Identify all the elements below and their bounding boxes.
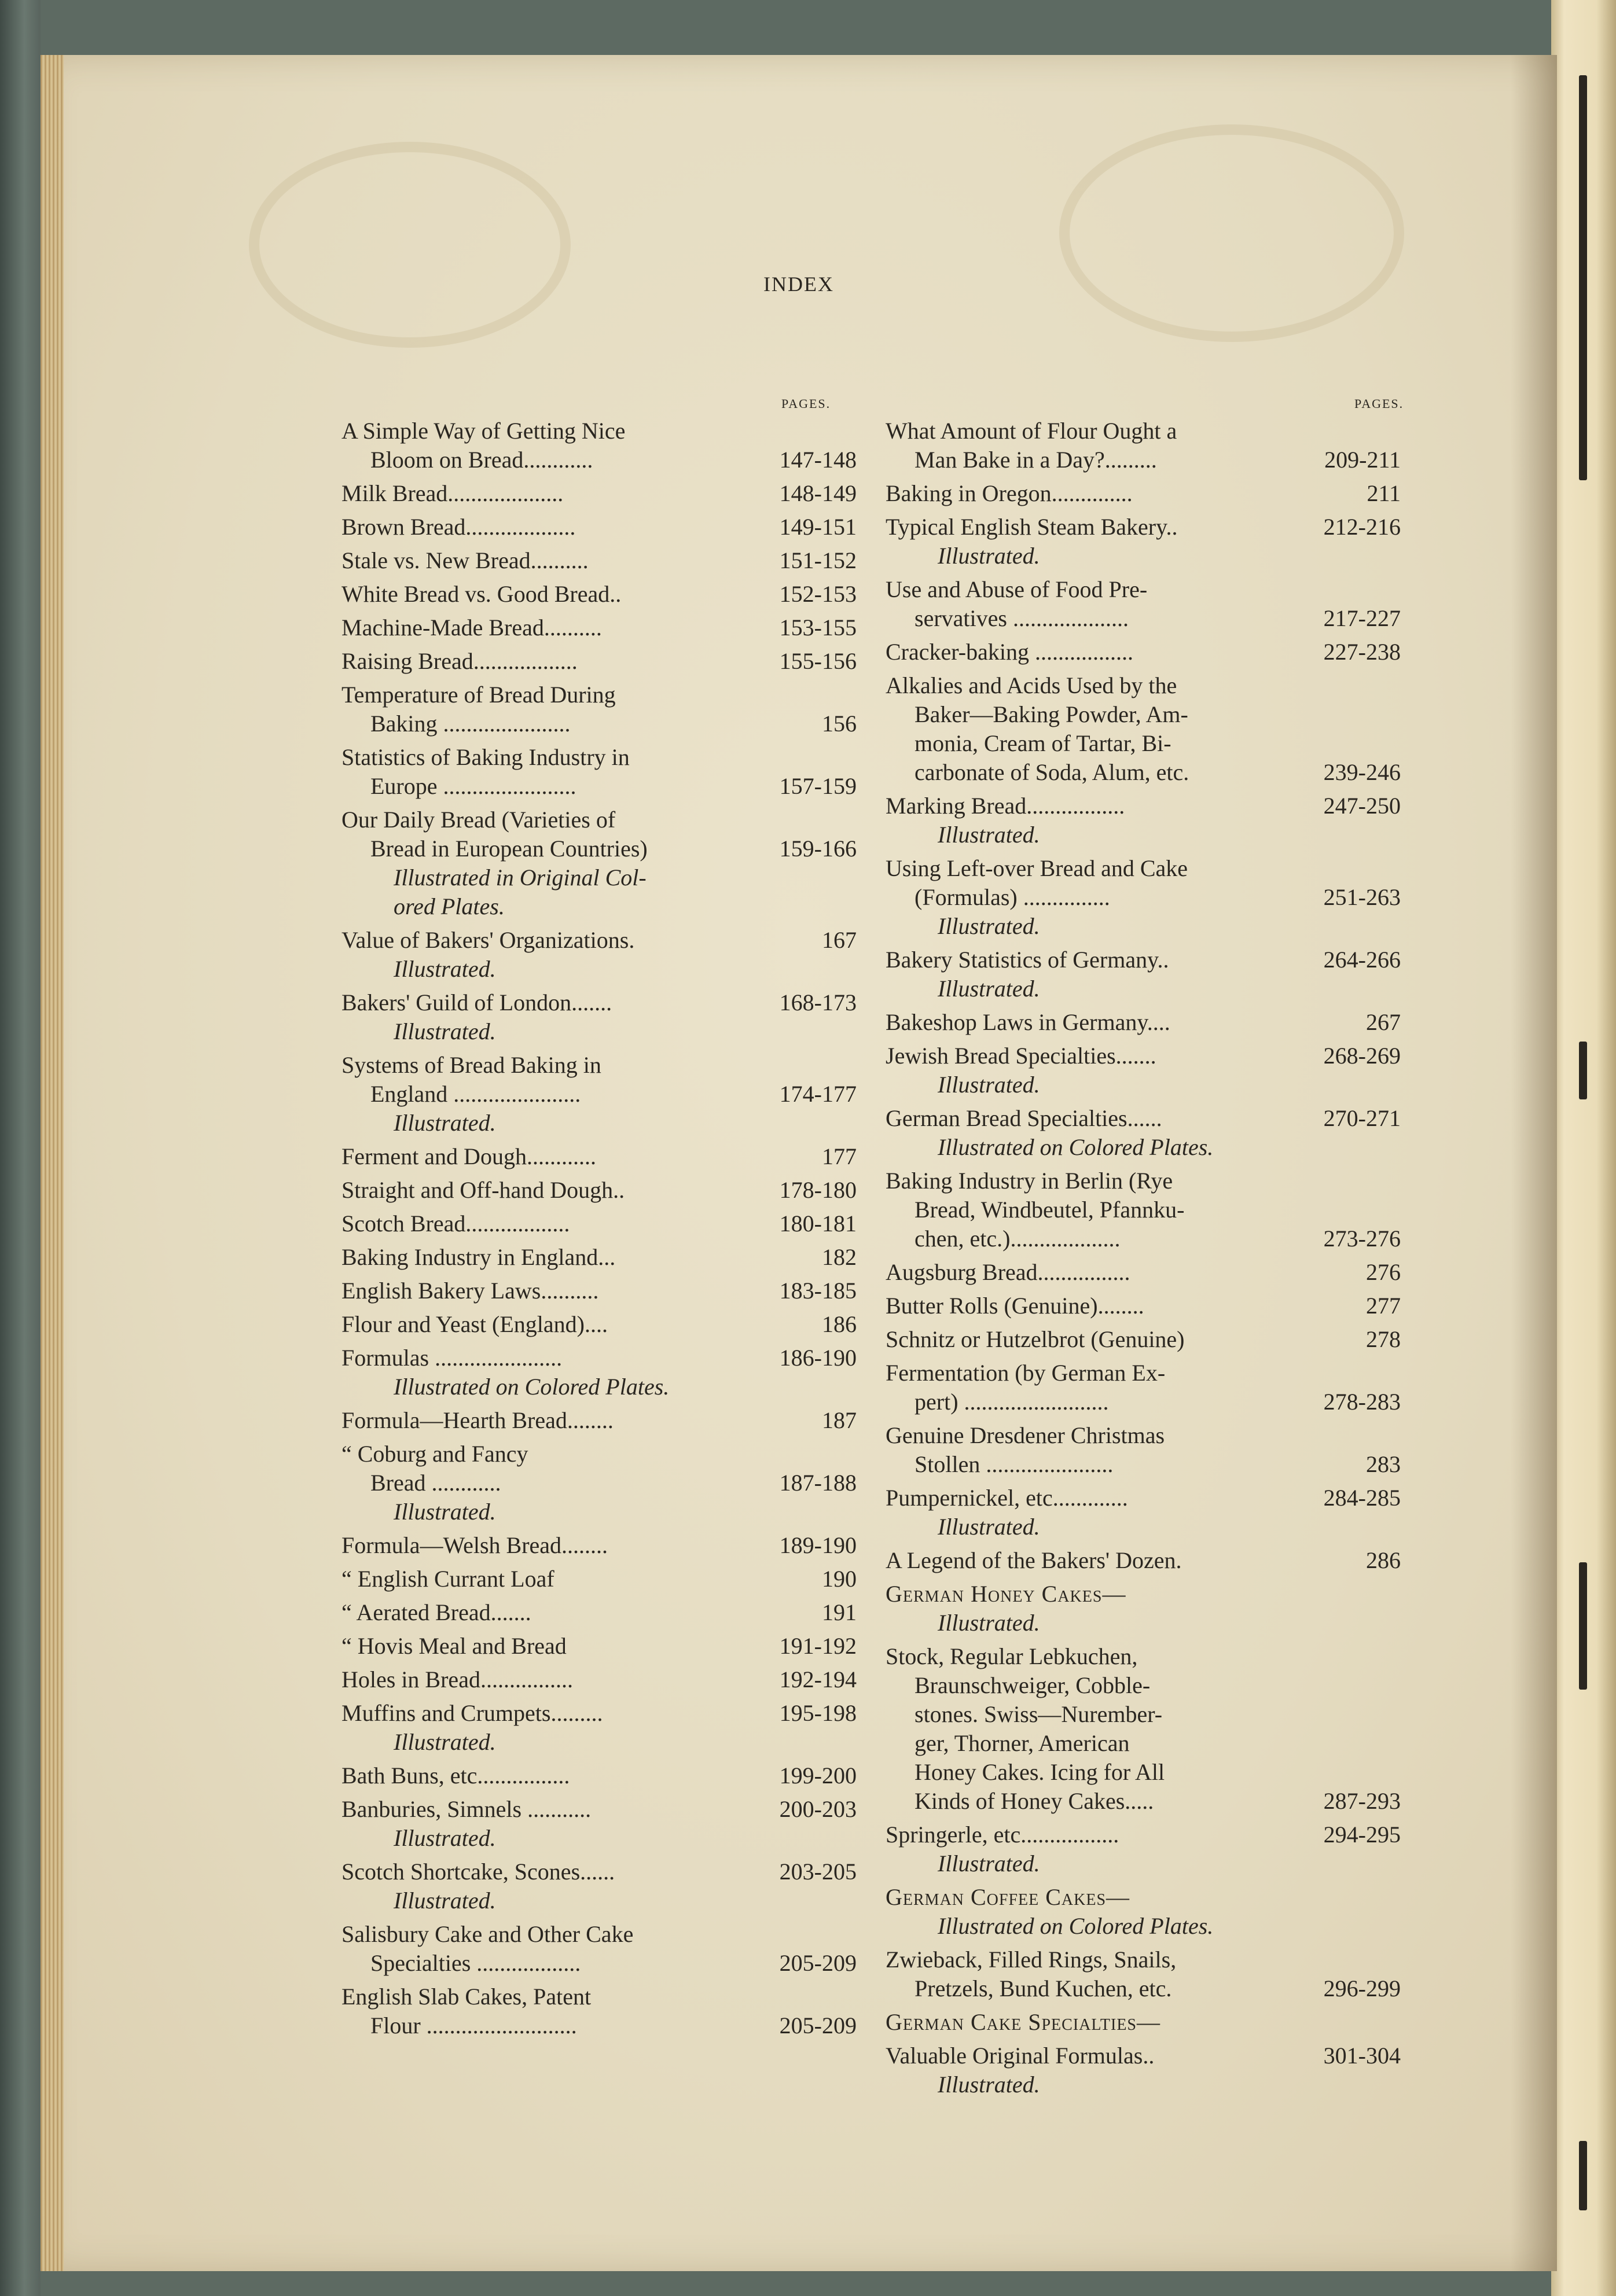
next-page-edge [1551, 0, 1616, 2296]
entry-title: chen, etc.)................... [914, 1226, 1121, 1252]
index-entry [886, 638, 1401, 667]
index-entry [341, 743, 857, 801]
entry-title: Value of Bakers' Organizations. [341, 927, 635, 953]
index-entry [341, 1344, 857, 1401]
entry-title: English Slab Cakes, Patent [341, 1984, 592, 2010]
entry-page-number: 267 [1366, 1009, 1401, 1035]
entry-page-number: 217-227 [1323, 605, 1401, 631]
entry-note: Illustrated. [938, 1072, 1040, 1098]
entry-note: Illustrated. [394, 1825, 496, 1851]
index-entry [886, 575, 1401, 633]
index-entry [886, 1042, 1401, 1099]
index-entry [886, 2008, 1401, 2037]
entry-title: Use and Abuse of Food Pre- [886, 576, 1148, 602]
entry-note: Illustrated. [394, 1729, 496, 1755]
index-entry [886, 854, 1401, 941]
entry-page-number: 147-148 [779, 447, 857, 473]
entry-title: Formulas ...................... [341, 1345, 563, 1371]
entry-title: Baking Industry in England... [341, 1244, 616, 1270]
entry-page-number: 239-246 [1323, 759, 1401, 785]
index-entry [886, 1104, 1401, 1162]
entry-page-number: 205-209 [779, 1950, 857, 1976]
index-entry [341, 647, 857, 676]
entry-title: Valuable Original Formulas.. [886, 2043, 1155, 2069]
book-page [41, 55, 1557, 2271]
entry-title: Our Daily Bread (Varieties of [341, 807, 616, 833]
entry-note: Illustrated. [938, 976, 1040, 1002]
entry-title: “ Coburg and Fancy [341, 1441, 528, 1467]
entry-title: Bakeshop Laws in Germany.... [886, 1009, 1170, 1035]
entry-title: Baker—Baking Powder, Am- [914, 701, 1188, 727]
entry-page-number: 268-269 [1323, 1043, 1401, 1069]
index-entry [886, 1484, 1401, 1541]
entry-page-number: 283 [1366, 1451, 1401, 1477]
entry-page-number: 159-166 [779, 836, 857, 862]
entry-title: Baking Industry in Berlin (Rye [886, 1168, 1173, 1194]
entry-title: ger, Thorner, American [914, 1730, 1130, 1756]
index-entry [886, 1883, 1401, 1941]
book-binding [0, 0, 41, 2296]
entry-title: White Bread vs. Good Bread.. [341, 581, 622, 607]
entry-title: English Bakery Laws.......... [341, 1278, 599, 1304]
entry-page-number: 174-177 [779, 1081, 857, 1107]
entry-title: Bread in European Countries) [370, 836, 648, 862]
entry-title: Butter Rolls (Genuine)........ [886, 1293, 1144, 1319]
entry-note: Illustrated on Colored Plates. [394, 1374, 670, 1400]
entry-page-number: 278-283 [1323, 1389, 1401, 1415]
entry-title: Statistics of Baking Industry in [341, 744, 630, 770]
entry-page-number: 148-149 [779, 480, 857, 506]
entry-title: Bloom on Bread............ [370, 447, 593, 473]
entry-title: Flour .......................... [370, 2012, 577, 2039]
entry-title: A Simple Way of Getting Nice [341, 418, 626, 444]
entry-page-number: 153-155 [779, 615, 857, 641]
entry-page-number: 180-181 [779, 1210, 857, 1237]
entry-title: Temperature of Bread During [341, 682, 616, 708]
index-entry [886, 1008, 1401, 1037]
page-heading: INDEX [763, 273, 834, 296]
entry-title: Scotch Bread.................. [341, 1210, 570, 1237]
index-entry [886, 1325, 1401, 1354]
index-entry [341, 1142, 857, 1171]
entry-note: ored Plates. [394, 893, 505, 919]
entry-page-number: 182 [822, 1244, 857, 1270]
entry-title: Stollen ...................... [914, 1451, 1114, 1477]
entry-title: stones. Swiss—Nurember- [914, 1701, 1163, 1727]
entry-page-number: 187 [822, 1407, 857, 1433]
index-entry [886, 1546, 1401, 1575]
entry-note: Illustrated. [394, 1887, 496, 1914]
index-entry [886, 1580, 1401, 1638]
index-entry [886, 1359, 1401, 1416]
entry-title: Jewish Bread Specialties....... [886, 1043, 1156, 1069]
entry-page-number: 205-209 [779, 2012, 857, 2039]
entry-title: Straight and Off-hand Dough.. [341, 1177, 625, 1203]
gutter-shadow [1511, 55, 1557, 2271]
entry-title: Holes in Bread................ [341, 1666, 573, 1692]
entry-page-number: 278 [1366, 1326, 1401, 1352]
index-entry [341, 805, 857, 921]
entry-title: Stock, Regular Lebkuchen, [886, 1643, 1138, 1669]
entry-page-number: 186-190 [779, 1345, 857, 1371]
entry-title: Bakers' Guild of London....... [341, 989, 612, 1015]
entry-title: Ferment and Dough............ [341, 1143, 596, 1169]
entry-page-number: 168-173 [779, 989, 857, 1015]
entry-note: Illustrated in Original Col- [394, 864, 647, 891]
entry-title: “ English Currant Loaf [341, 1566, 554, 1592]
entry-title: Specialties .................. [370, 1950, 581, 1976]
index-entry [886, 417, 1401, 474]
entry-title: Systems of Bread Baking in [341, 1052, 601, 1078]
index-entry [341, 580, 857, 609]
index-entry [886, 1820, 1401, 1878]
index-entry [341, 417, 857, 474]
index-entry [341, 1699, 857, 1757]
entry-title: England ...................... [370, 1081, 581, 1107]
entry-page-number: 156 [822, 711, 857, 737]
index-entry [341, 1665, 857, 1694]
bleed-through-emblem-left [249, 142, 571, 348]
entry-title: Cracker-baking ................. [886, 639, 1133, 665]
index-entry [341, 1982, 857, 2040]
entry-title: Flour and Yeast (England).... [341, 1311, 608, 1337]
index-entry [886, 671, 1401, 787]
entry-title: What Amount of Flour Ought a [886, 418, 1177, 444]
entry-title: Man Bake in a Day?......... [914, 447, 1157, 473]
entry-page-number: 227-238 [1323, 639, 1401, 665]
index-entry [886, 2041, 1401, 2099]
entry-title: Scotch Shortcake, Scones...... [341, 1859, 615, 1885]
entry-page-number: 186 [822, 1311, 857, 1337]
index-entry [886, 513, 1401, 571]
entry-page-number: 187-188 [779, 1470, 857, 1496]
index-entry [341, 1243, 857, 1272]
entry-title: Schnitz or Hutzelbrot (Genuine) [886, 1326, 1185, 1352]
entry-page-number: 157-159 [779, 773, 857, 799]
entry-title: (Formulas) ............... [914, 884, 1110, 910]
entry-note: Illustrated. [938, 822, 1040, 848]
index-entry [886, 945, 1401, 1003]
index-entry [341, 1406, 857, 1435]
entry-title: carbonate of Soda, Alum, etc. [914, 759, 1189, 785]
index-entry [886, 792, 1401, 849]
index-entry [341, 479, 857, 508]
entry-title: monia, Cream of Tartar, Bi- [914, 730, 1171, 756]
entry-page-number: 183-185 [779, 1278, 857, 1304]
index-entry [341, 680, 857, 738]
entry-note: Illustrated. [394, 1110, 496, 1136]
index-entry [341, 1795, 857, 1853]
entry-title: Alkalies and Acids Used by the [886, 672, 1177, 698]
index-entry [341, 1761, 857, 1790]
entry-page-number: 276 [1366, 1259, 1401, 1285]
entry-title: Brown Bread................... [341, 514, 576, 540]
entry-title: Bath Buns, etc................ [341, 1763, 570, 1789]
entry-title: German Honey Cakes— [886, 1581, 1126, 1607]
index-entry [886, 1167, 1401, 1253]
bleed-through-emblem-right [1059, 124, 1404, 342]
index-entry [341, 1051, 857, 1138]
entry-title: Machine-Made Bread.......... [341, 615, 602, 641]
entry-page-number: 152-153 [779, 581, 857, 607]
index-entry [886, 1258, 1401, 1287]
pages-label-right: PAGES. [1354, 396, 1404, 411]
entry-page-number: 177 [822, 1143, 857, 1169]
entry-title: Zwieback, Filled Rings, Snails, [886, 1947, 1177, 1973]
entry-note: Illustrated. [938, 1850, 1040, 1876]
entry-page-number: 178-180 [779, 1177, 857, 1203]
entry-page-number: 195-198 [779, 1700, 857, 1726]
entry-page-number: 287-293 [1323, 1788, 1401, 1814]
entry-page-number: 200-203 [779, 1796, 857, 1822]
entry-title: Pretzels, Bund Kuchen, etc. [914, 1975, 1172, 2001]
entry-title: Augsburg Bread................ [886, 1259, 1130, 1285]
entry-title: German Coffee Cakes— [886, 1884, 1130, 1910]
entry-title: “ Hovis Meal and Bread [341, 1633, 567, 1659]
entry-title: Stale vs. New Bread.......... [341, 547, 589, 573]
entry-title: Marking Bread................. [886, 793, 1125, 819]
page-stack-edge [41, 55, 64, 2271]
entry-page-number: 191 [822, 1599, 857, 1625]
index-entry [341, 1310, 857, 1339]
entry-note: Illustrated. [394, 1499, 496, 1525]
entry-title: Baking in Oregon.............. [886, 480, 1133, 506]
entry-title: Raising Bread.................. [341, 648, 578, 674]
entry-note: Illustrated. [394, 956, 496, 982]
entry-page-number: 149-151 [779, 514, 857, 540]
index-entry [341, 513, 857, 542]
index-entry [886, 1421, 1401, 1479]
entry-title: Honey Cakes. Icing for All [914, 1759, 1165, 1785]
entry-note: Illustrated. [938, 1514, 1040, 1540]
entry-title: Fermentation (by German Ex- [886, 1360, 1166, 1386]
index-entry [886, 479, 1401, 508]
entry-page-number: 189-190 [779, 1532, 857, 1558]
entry-page-number: 203-205 [779, 1859, 857, 1885]
entry-note: Illustrated. [938, 913, 1040, 939]
entry-page-number: 247-250 [1323, 793, 1401, 819]
index-entry [341, 1920, 857, 1978]
entry-title: “ Aerated Bread....... [341, 1599, 531, 1625]
entry-page-number: 264-266 [1323, 947, 1401, 973]
entry-page-number: 192-194 [779, 1666, 857, 1692]
entry-title: German Cake Specialties— [886, 2009, 1161, 2035]
entry-title: Salisbury Cake and Other Cake [341, 1921, 634, 1947]
index-entry [886, 1642, 1401, 1816]
entry-title: Genuine Dresdener Christmas [886, 1422, 1165, 1448]
entry-page-number: 277 [1366, 1293, 1401, 1319]
entry-title: Formula—Welsh Bread........ [341, 1532, 608, 1558]
entry-title: Muffins and Crumpets......... [341, 1700, 603, 1726]
entry-title: Typical English Steam Bakery.. [886, 514, 1178, 540]
entry-title: Kinds of Honey Cakes..... [914, 1788, 1154, 1814]
entry-title: Pumpernickel, etc............. [886, 1485, 1128, 1511]
entry-page-number: 212-216 [1323, 514, 1401, 540]
index-entry [341, 926, 857, 984]
entry-note: Illustrated on Colored Plates. [938, 1134, 1214, 1160]
index-entry [341, 1565, 857, 1594]
index-entry [886, 1292, 1401, 1320]
entry-title: Bread ............ [370, 1470, 501, 1496]
entry-title: A Legend of the Bakers' Dozen. [886, 1547, 1182, 1573]
index-entry [341, 1209, 857, 1238]
entry-page-number: 301-304 [1323, 2043, 1401, 2069]
entry-page-number: 284-285 [1323, 1485, 1401, 1511]
entry-title: Milk Bread.................... [341, 480, 564, 506]
index-entry [341, 546, 857, 575]
index-entry [341, 1440, 857, 1526]
entry-title: Formula—Hearth Bread........ [341, 1407, 614, 1433]
entry-page-number: 167 [822, 927, 857, 953]
index-entry [341, 1857, 857, 1915]
entry-title: Braunschweiger, Cobble- [914, 1672, 1151, 1698]
index-entry [341, 1276, 857, 1305]
index-entry [341, 1176, 857, 1205]
entry-page-number: 190 [822, 1566, 857, 1592]
entry-page-number: 151-152 [779, 547, 857, 573]
entry-title: servatives .................... [914, 605, 1129, 631]
entry-page-number: 211 [1367, 480, 1401, 506]
entry-title: Using Left-over Bread and Cake [886, 855, 1188, 881]
index-entry [341, 1632, 857, 1661]
entry-page-number: 209-211 [1324, 447, 1401, 473]
entry-page-number: 251-263 [1323, 884, 1401, 910]
entry-page-number: 294-295 [1323, 1822, 1401, 1848]
entry-page-number: 191-192 [779, 1633, 857, 1659]
entry-page-number: 199-200 [779, 1763, 857, 1789]
entry-page-number: 286 [1366, 1547, 1401, 1573]
entry-title: Bakery Statistics of Germany.. [886, 947, 1169, 973]
entry-title: German Bread Specialties...... [886, 1105, 1162, 1131]
entry-title: Banburies, Simnels ........... [341, 1796, 592, 1822]
entry-page-number: 155-156 [779, 648, 857, 674]
index-entry [886, 1945, 1401, 2003]
entry-note: Illustrated. [938, 1610, 1040, 1636]
entry-title: pert) ......................... [914, 1389, 1109, 1415]
entry-note: Illustrated. [938, 543, 1040, 569]
entry-note: Illustrated on Colored Plates. [938, 1913, 1214, 1939]
entry-title: Springerle, etc................. [886, 1822, 1119, 1848]
entry-page-number: 270-271 [1323, 1105, 1401, 1131]
index-entry [341, 988, 857, 1046]
pages-label: PAGES. [781, 396, 831, 411]
index-entry [341, 1598, 857, 1627]
index-entry [341, 1531, 857, 1560]
entry-note: Illustrated. [938, 2071, 1040, 2098]
entry-page-number: 273-276 [1323, 1226, 1401, 1252]
entry-title: Baking ...................... [370, 711, 571, 737]
index-entry [341, 613, 857, 642]
entry-title: Bread, Windbeutel, Pfannku- [914, 1197, 1185, 1223]
entry-note: Illustrated. [394, 1018, 496, 1044]
entry-title: Europe ....................... [370, 773, 576, 799]
entry-page-number: 296-299 [1323, 1975, 1401, 2001]
